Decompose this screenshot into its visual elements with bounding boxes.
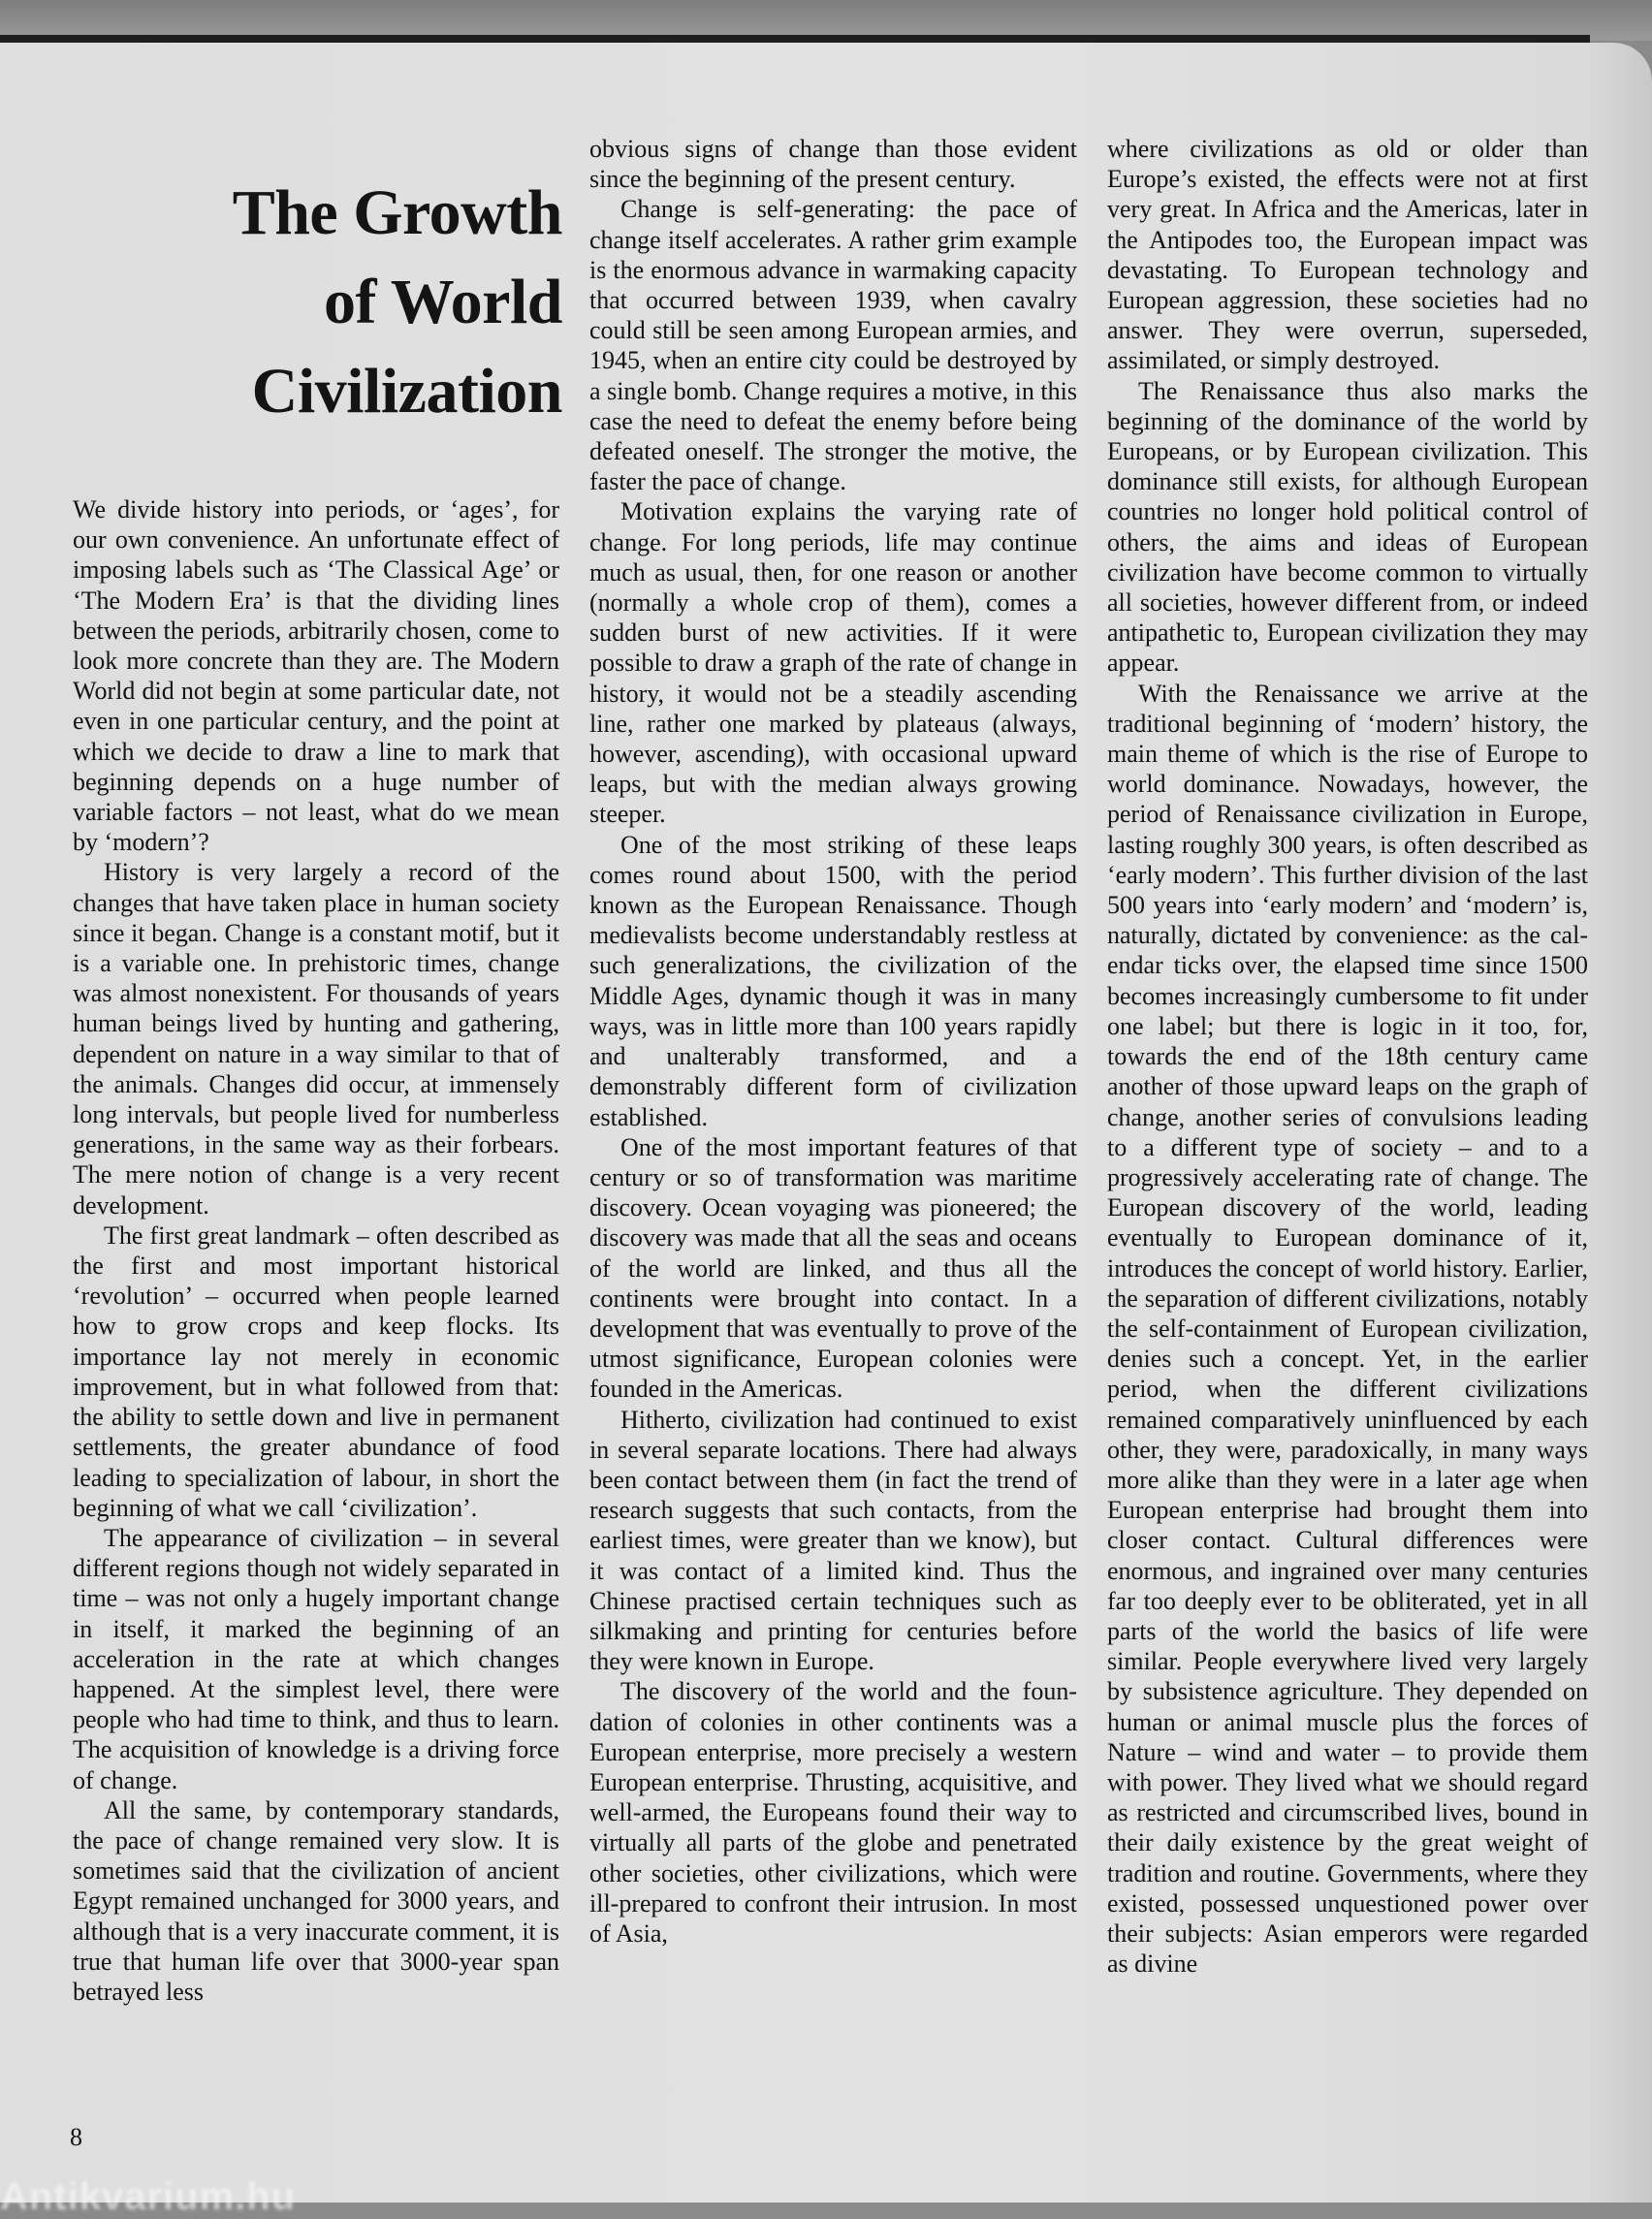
paragraph: One of the most striking of these leaps comes round about 1500, with the period known as the European Renaissance. Though medievalists become understandably restless at such generalizations, the civilization of the Middle Ages, dynamic though it was in many ways, was in little more than 100 years rapidly and unalterably transformed, and a demonstrably different form of civilization established. bbox=[589, 830, 1077, 1131]
paragraph: History is very largely a record of the changes that have taken place in human society since it began. Change is a constant motif, but it is a variable one. In prehistoric times, change was almost nonexistent. For thousands of years human beings lived by hunting and gathering, dependent on nature in a way similar to that of the animals. Changes did occur, at immensely long intervals, but people lived for numberless generations, in the same way as their forbears. The mere notion of change is a very recent development. bbox=[73, 858, 559, 1220]
text-column-3 bbox=[1107, 134, 1588, 1979]
page-title bbox=[213, 169, 562, 436]
paragraph: Motivation explains the varying rate of change. For long periods, life may continue much as usual, then, for one reason or another (normally a whole crop of them), comes a sudden burst of new activities. If it were possible to draw a graph of the rate of change in history, it would not be a steadily ascending line, rather one marked by plateaus (always, however, ascending), with occasional upward leaps, but with the median always growing steeper. bbox=[589, 497, 1077, 829]
paragraph: The first great landmark – often described as the first and most important historical ‘revolution’ – occurred when people learned how to grow crops and keep flocks. Its importance lay not merely in economic improvement, but in what followed from that: the ability to settle down and live in permanent settlements, the greater abundance of food leading to specialization of labour, in short the beginning of what we call ‘civilization’. bbox=[73, 1220, 559, 1522]
paragraph: The Renaissance thus also marks the beginning of the dominance of the world by Europeans, or by European civilization. This dominance still exists, for although European countries no longer hold political control of others, the aims and ideas of European civilization have become common to virtually all societies, however different from, or indeed antipathetic to, European civilization they may appear. bbox=[1107, 376, 1588, 678]
paragraph: With the Renaissance we arrive at the traditional beginning of ‘modern’ history, the main theme of which is the rise of Europe to world dominance. Nowadays, however, the period of Renaissance civilization in Europe, lasting roughly 300 years, is often described as ‘early modern’. This further division of the last 500 years into ‘early modern’ and ‘modern’ is, naturally, dictated by convenience: as the calendar ticks over, the elapsed time since 1500 becomes increasingly cumbersome to fit under one label; but there is logic in it too, for, towards the end of the 18th century came another of those upward leaps on the graph of change, another series of convulsions leading to a different type of society – and to a progressively accelerating rate of change. The European discovery of the world, leading eventually to European dominance of it, introduces the concept of world history. Earlier, the separation of different civilizations, notably the self-containment of European civilization, denies such a concept. Yet, in the earlier period, when the different civilizations remained comparatively uninfluenced by each other, they were, paradoxically, in many ways more alike than they were in a later age when European enterprise had brought them into closer contact. Cultural differences were enormous, and ingrained over many centuries far too deeply ever to be obliterated, yet in all parts of the world the basics of life were similar. People everywhere lived very largely by subsistence agriculture. They depended on human or animal muscle plus the forces of Nature – wind and water – to provide them with power. They lived what we should regard as restricted and circumscribed lives, bound in their daily existence by the great weight of tradition and routine. Governments, where they existed, possessed unquestioned power over their subjects: Asian emperors were regarded as divine bbox=[1107, 679, 1588, 1979]
title-line-3: Civilization bbox=[251, 356, 562, 427]
text-column-1 bbox=[73, 494, 559, 2007]
paragraph: We divide history into periods, or ‘ages’, for our own convenience. An unfortunate effect of imposing labels such as ‘The Classical Age’ or ‘The Modern Era’ is that the dividing lines between the periods, arbitrarily chosen, come to look more concrete than they are. The Modern World did not begin at some particular date, not even in one particular century, and the point at which we decide to draw a line to mark that beginning depends on a huge number of variable factors – not least, what do we mean by ‘modern’? bbox=[73, 495, 559, 857]
paragraph: The appearance of civilization – in several different regions though not widely separated in time – was not only a hugely important change in itself, it marked the beginning of an acceleration in the rate at which changes happened. At the simplest level, there were people who had time to think, and thus to learn. The acquisition of knowledge is a driving force of change. bbox=[73, 1523, 559, 1794]
page-number: 8 bbox=[70, 2123, 82, 2151]
paragraph: Hitherto, civilization had continued to exist in several separate locations. There had always been contact between them (in fact the trend of research suggests that such contacts, from the earliest times, were greater than we know), but it was contact of a limited kind. Thus the Chinese practised certain techniques such as silkmaking and printing for centuries before they were known in Europe. bbox=[589, 1405, 1077, 1676]
title-line-2: of World bbox=[324, 267, 562, 337]
title-line-1: The Growth bbox=[232, 177, 562, 248]
watermark: Antikvarium.hu bbox=[0, 2175, 297, 2218]
paragraph: obvious signs of change than those evident since the beginning of the present century. bbox=[589, 135, 1077, 194]
paragraph: where civilizations as old or older than Europe’s existed, the effects were not at first very great. In Africa and the Americas, later in the Antipodes too, the European impact was devastating. To European technology and European aggression, these societies had no answer. They were overrun, superseded, assimilated, or simply destroyed. bbox=[1107, 135, 1588, 375]
text-column-2 bbox=[589, 134, 1077, 1949]
paragraph: One of the most important features of that century or so of transformation was maritime discovery. Ocean voyaging was pioneered; the discovery was made that all the seas and oceans of the world are linked, and thus all the continents were brought into contact. In a development that was eventually to prove of the utmost significance, European colonies were founded in the Americas. bbox=[589, 1132, 1077, 1404]
paragraph: The discovery of the world and the foundation of colonies in other continents was a European enterprise, more precisely a western European enterprise. Thrusting, acquisitive, and well-armed, the Europeans found their way to virtually all parts of the globe and penetrated other societies, other civilizations, which were ill-prepared to confront their intrusion. In most of Asia, bbox=[589, 1677, 1077, 1948]
paragraph: Change is self-generating: the pace of change itself accelerates. A rather grim example is the enormous advance in warmaking capacity that occurred between 1939, when cavalry could still be seen among European armies, and 1945, when an entire city could be destroyed by a single bomb. Change requires a motive, in this case the need to defeat the enemy before being defeated oneself. The stronger the motive, the faster the pace of change. bbox=[589, 195, 1077, 496]
page-top-edge bbox=[0, 35, 1590, 43]
paragraph: All the same, by contemporary standards, the pace of change remained very slow. It is sometimes said that the civilization of ancient Egypt remained unchanged for 3000 years, and although that is a very inaccurate comment, it is true that human life over that 3000-year span betrayed less bbox=[73, 1795, 559, 2006]
